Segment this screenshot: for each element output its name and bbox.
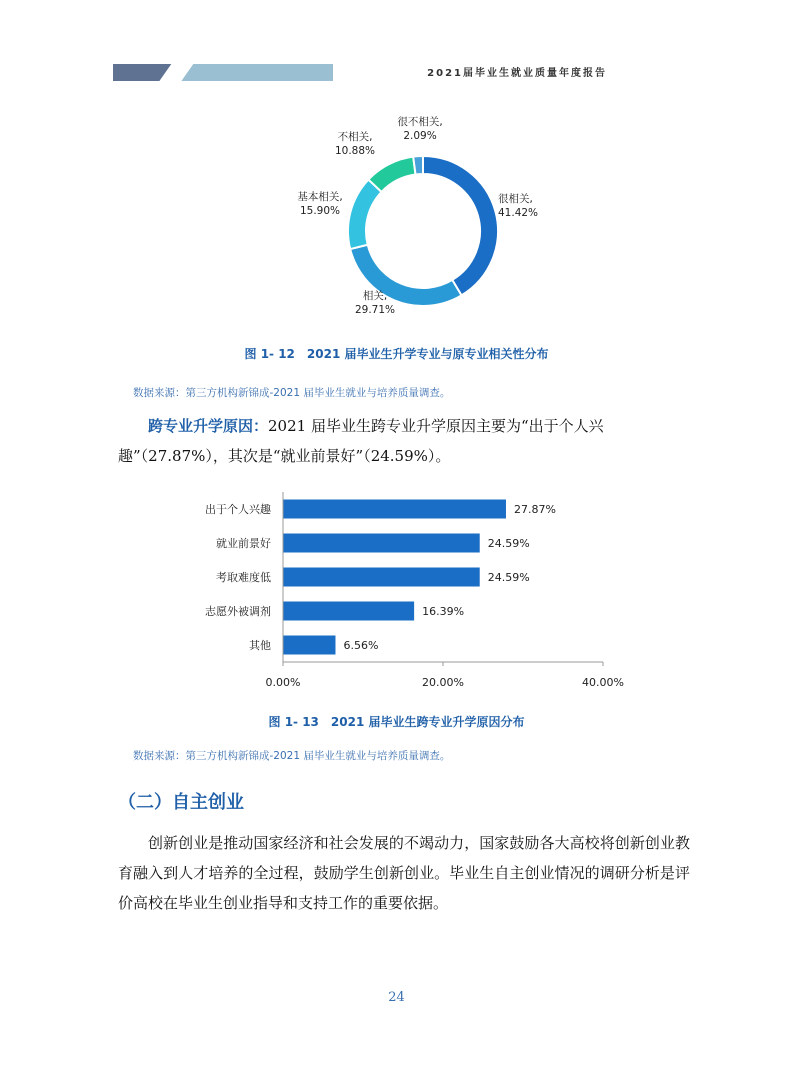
bar-value-label: 24.59%	[487, 537, 530, 550]
header-bar-light	[178, 64, 333, 81]
bar-category-label: 就业前景好	[216, 537, 271, 550]
donut-label-name: 很不相关,	[397, 116, 443, 128]
figure1-source: 数据来源：第三方机构新锦成-2021 届毕业生就业与培养质量调查。	[133, 387, 451, 399]
bar	[283, 500, 506, 519]
bar-category-label: 志愿外被调剂	[205, 605, 271, 618]
donut-label-name: 不相关,	[337, 131, 373, 143]
donut-label-name: 很相关,	[498, 193, 533, 205]
donut-slice	[368, 157, 415, 192]
paragraph-text: 2021 届毕业生跨专业升学原因主要为“出于个人兴趣”（27.87%），其次是“就业前景好”（24.59%）。	[118, 417, 604, 465]
x-tick-label: 40.00%	[582, 676, 624, 689]
donut-slice	[413, 156, 423, 174]
bar-value-label: 6.56%	[343, 639, 379, 652]
bar-value-label: 16.39%	[422, 605, 465, 618]
x-tick-label: 0.00%	[265, 676, 301, 689]
paragraph-cross-major	[118, 411, 688, 471]
donut-label-value: 15.90%	[299, 205, 341, 217]
paragraph-entrepreneurship: 创新创业是推动国家经济和社会发展的不竭动力，国家鼓励各大高校将创新创业教育融入到人才培养的全过程，鼓励学生创新创业。毕业生自主创业情况的调研分析是评价高校在毕业生创业指导和支持工作的重要依据。	[118, 834, 690, 912]
figure2-caption: 图 1- 13 2021 届毕业生跨专业升学原因分布	[268, 715, 525, 729]
bar	[283, 636, 335, 655]
bar-value-label: 24.59%	[487, 571, 530, 584]
donut-label-basic	[285, 190, 355, 218]
bar-chart	[180, 488, 650, 693]
donut-label-value: 29.71%	[354, 304, 396, 316]
donut-label-unrelated	[325, 130, 385, 158]
bar-value-label: 27.87%	[513, 503, 556, 516]
donut-slice	[423, 156, 498, 295]
bar	[283, 534, 480, 553]
bar	[283, 568, 480, 587]
donut-label-name: 相关,	[362, 290, 388, 302]
paragraph-lead: 跨专业升学原因：	[148, 417, 269, 435]
bar	[283, 602, 414, 621]
donut-label-value: 41.42%	[498, 207, 539, 219]
section-title: （二）自主创业	[118, 792, 244, 813]
donut-label-very-related	[498, 192, 558, 220]
donut-label-related	[345, 289, 405, 317]
donut-label-value: 10.88%	[334, 145, 376, 157]
bar-category-label: 其他	[249, 639, 271, 652]
figure1-caption: 图 1- 12 2021 届毕业生升学专业与原专业相关性分布	[244, 347, 549, 361]
bar-category-label: 出于个人兴趣	[205, 503, 271, 516]
header-title: 2021届毕业生就业质量年度报告	[427, 68, 607, 79]
donut-label-value: 2.09%	[403, 130, 437, 142]
bar-category-label: 考取难度低	[216, 571, 271, 584]
page-number: 24	[388, 990, 405, 1005]
donut-label-name: 基本相关,	[297, 191, 343, 203]
donut-label-very-unrelated	[390, 115, 450, 143]
x-tick-label: 20.00%	[422, 676, 464, 689]
figure2-source: 数据来源：第三方机构新锦成-2021 届毕业生就业与培养质量调查。	[133, 750, 451, 762]
